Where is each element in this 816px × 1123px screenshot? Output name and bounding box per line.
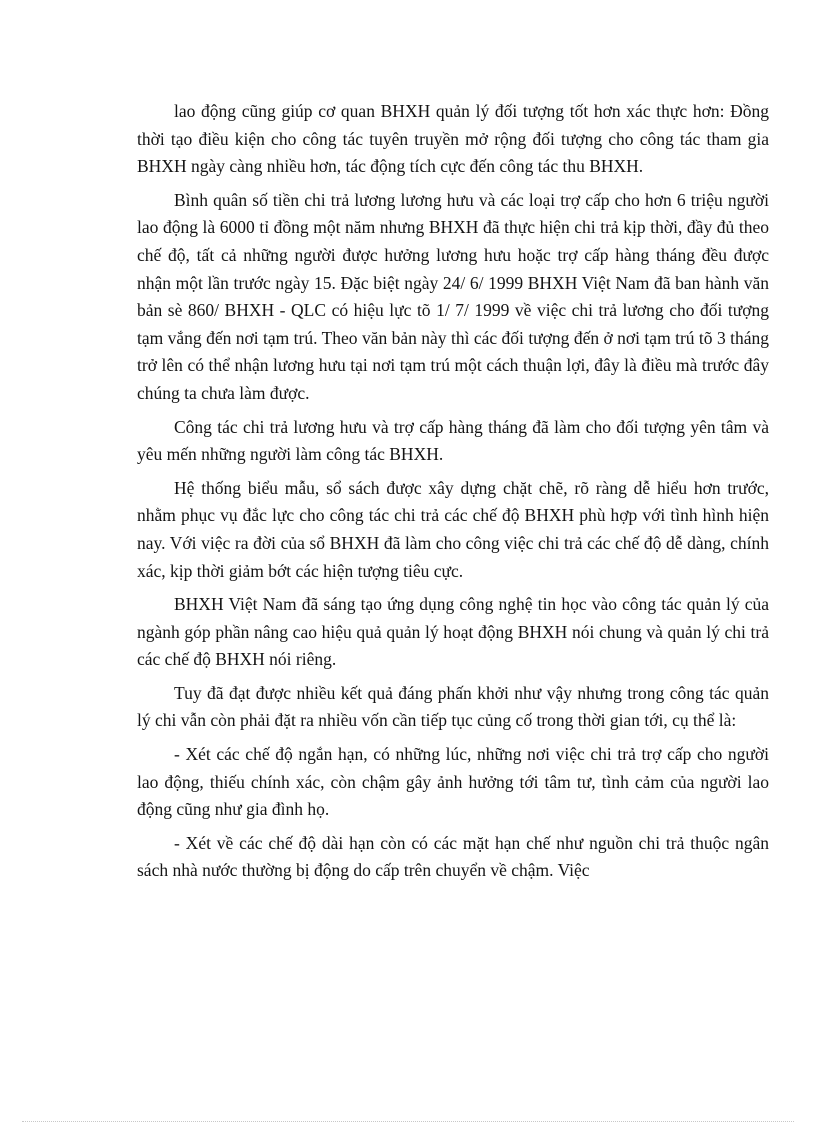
paragraph-it-application: BHXH Việt Nam đã sáng tạo ứng dụng công nghệ tin học vào công tác quản lý của ngành góp phần nâng cao hiệu quả quản lý hoạt động BHXH nói chung và quản lý chi trả các chế độ BHXH nói riêng.	[137, 594, 769, 670]
paragraph-remaining-issues: Tuy đã đạt được nhiều kết quả đáng phấn khởi như vậy nhưng trong công tác quản lý chi vẫn còn phải đặt ra nhiều vốn cần tiếp tục củng cố trong thời gian tới, cụ thể là:	[137, 682, 769, 731]
paragraph-short-term-regimes: - Xét các chế độ ngắn hạn, có những lúc, những nơi việc chi trả trợ cấp cho người lao động, thiếu chính xác, còn chậm gây ảnh hưởng tới tâm tư, tình cảm của người lao động cũng như gia đình họ.	[137, 744, 769, 820]
paragraph-long-term-regimes: - Xét về các chế độ dài hạn còn có các mặt hạn chế như nguồn chi trả thuộc ngân sách nhà nước thường bị động do cấp trên chuyển về chậm. Việc	[137, 832, 769, 881]
paragraph-continuation: lao động cũng giúp cơ quan BHXH quản lý đối tượng tốt hơn xác thực hơn: Đồng thời tạo điều kiện cho công tác tuyên truyền mở rộng đối tượng cho công tác tham gia BHXH ngày càng nhiều hơn, tác động tích cực đến công tác thu BHXH.	[137, 101, 769, 177]
body-text	[137, 98, 769, 891]
footer-divider	[22, 1121, 794, 1122]
paragraph-pension-work: Công tác chi trả lương hưu và trợ cấp hàng tháng đã làm cho đối tượng yên tâm và yêu mến những người làm công tác BHXH.	[137, 416, 769, 465]
paragraph-payment-summary: Bình quân số tiền chi trả lương lương hưu và các loại trợ cấp cho hơn 6 triệu người lao động là 6000 tỉ đồng một năm nhưng BHXH đã thực hiện chi trả kịp thời, đầy đủ theo chế độ, tất cả những người được hưởng lương hưu hoặc trợ cấp hàng tháng đều được nhận một lần trước ngày 15. Đặc biệt ngày 24/ 6/ 1999 BHXH Việt Nam đã ban hành văn bản sè 860/ BHXH - QLC có hiệu lực tõ 1/ 7/ 1999 về việc chi trả lương cho đối tượng tạm vắng đến nơi tạm trú. Theo văn bản này thì các đối tượng đến ở nơi tạm trú tõ 3 tháng trở lên có thể nhận lương hưu tại nơi tạm trú một cách thuận lợi, đây là điều mà trước đây chúng ta chưa làm được.	[137, 189, 769, 403]
paragraph-forms-system: Hệ thống biểu mẫu, sổ sách được xây dựng chặt chẽ, rõ ràng dễ hiểu hơn trước, nhằm phục vụ đắc lực cho công tác chi trả các chế độ BHXH phù hợp với tình hình hiện nay. Với việc ra đời của sổ BHXH đã làm cho công việc chi trả các chế độ dễ dàng, chính xác, kịp thời giảm bớt các hiện tượng tiêu cực.	[137, 477, 769, 581]
